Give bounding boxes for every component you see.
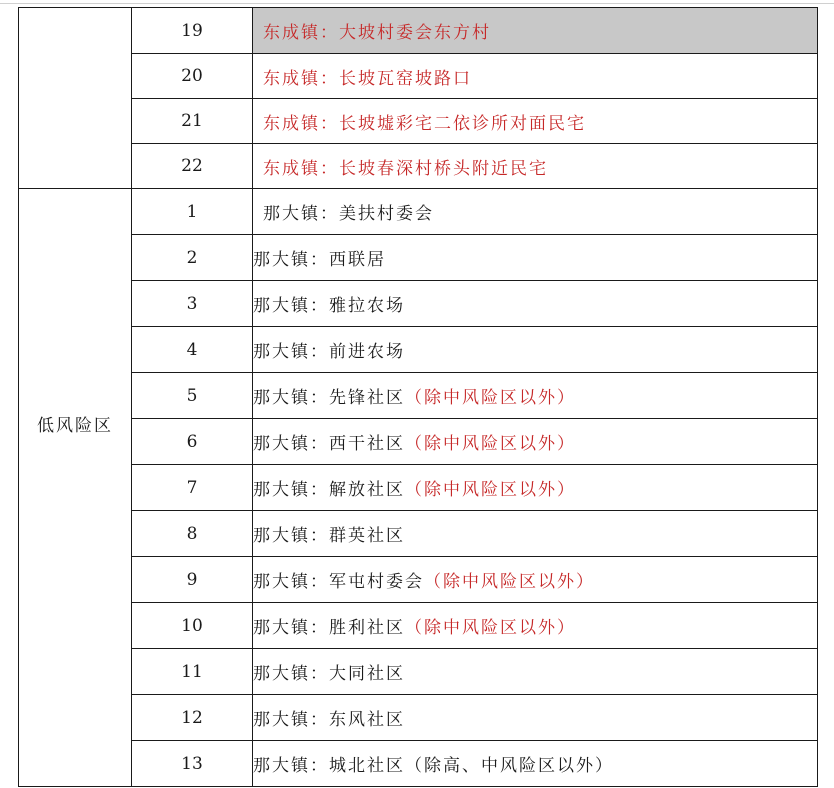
place-name: 雅拉农场 xyxy=(329,296,405,316)
town-name: 那大镇： xyxy=(263,204,339,224)
place-name: 东风社区 xyxy=(329,710,405,730)
location-cell[interactable] xyxy=(253,741,818,787)
town-name: 那大镇： xyxy=(253,250,329,270)
location-cell[interactable] xyxy=(253,8,818,54)
place-name: 西联居 xyxy=(329,250,386,270)
table-row xyxy=(19,373,818,419)
location-cell[interactable] xyxy=(253,511,818,557)
table-row xyxy=(19,144,818,189)
table-row xyxy=(19,99,818,144)
exclusion-note: （除中风险区以外） xyxy=(405,434,576,454)
place-name: 先锋社区 xyxy=(329,388,405,408)
town-name: 东成镇： xyxy=(263,113,339,134)
location-cell[interactable] xyxy=(253,235,818,281)
location-cell[interactable] xyxy=(253,54,818,99)
location-cell[interactable] xyxy=(253,373,818,419)
row-number: 21 xyxy=(132,99,253,144)
location-cell[interactable] xyxy=(253,419,818,465)
place-name: 解放社区 xyxy=(329,480,405,500)
town-name: 那大镇： xyxy=(253,572,329,592)
town-name: 那大镇： xyxy=(253,526,329,546)
row-number: 20 xyxy=(132,54,253,99)
table-row xyxy=(19,741,818,787)
location-cell[interactable] xyxy=(253,695,818,741)
town-name: 东成镇： xyxy=(263,68,339,89)
zone-cell-low-risk: 低风险区 xyxy=(19,189,132,787)
row-number: 9 xyxy=(132,557,253,603)
zone-cell-upper xyxy=(19,8,132,189)
town-name: 那大镇： xyxy=(253,756,329,776)
town-name: 那大镇： xyxy=(253,296,329,316)
location-cell[interactable] xyxy=(253,557,818,603)
place-name: 大同社区 xyxy=(329,664,405,684)
town-name: 那大镇： xyxy=(253,710,329,730)
table-row xyxy=(19,8,818,54)
town-name: 那大镇： xyxy=(253,342,329,362)
place-name: 胜利社区 xyxy=(329,618,405,638)
place-name: 长坡瓦窑坡路口 xyxy=(339,68,472,89)
place-name: 城北社区 xyxy=(329,756,405,776)
town-name: 那大镇： xyxy=(253,480,329,500)
row-number: 10 xyxy=(132,603,253,649)
exclusion-note: （除中风险区以外） xyxy=(405,480,576,500)
town-name: 那大镇： xyxy=(253,388,329,408)
row-number: 11 xyxy=(132,649,253,695)
risk-area-table xyxy=(18,7,818,787)
location-cell[interactable] xyxy=(253,144,818,189)
table-row xyxy=(19,189,818,235)
row-number: 8 xyxy=(132,511,253,557)
exclusion-note: （除高、中风险区以外） xyxy=(405,756,614,776)
row-number: 12 xyxy=(132,695,253,741)
location-cell[interactable] xyxy=(253,99,818,144)
place-name: 长坡春深村桥头附近民宅 xyxy=(339,158,548,179)
location-cell[interactable] xyxy=(253,465,818,511)
exclusion-note: （除中风险区以外） xyxy=(424,572,595,592)
table-row xyxy=(19,54,818,99)
table-row xyxy=(19,281,818,327)
location-cell[interactable] xyxy=(253,281,818,327)
table-row xyxy=(19,649,818,695)
row-number: 19 xyxy=(132,8,253,54)
row-number: 6 xyxy=(132,419,253,465)
table-row xyxy=(19,327,818,373)
place-name: 群英社区 xyxy=(329,526,405,546)
row-number: 22 xyxy=(132,144,253,189)
row-number: 1 xyxy=(132,189,253,235)
location-cell[interactable] xyxy=(253,649,818,695)
town-name: 那大镇： xyxy=(253,434,329,454)
place-name: 长坡墟彩宅二依诊所对面民宅 xyxy=(339,113,586,134)
town-name: 东成镇： xyxy=(263,158,339,179)
row-number: 13 xyxy=(132,741,253,787)
town-name: 东成镇： xyxy=(263,23,339,43)
exclusion-note: （除中风险区以外） xyxy=(405,388,576,408)
location-cell[interactable] xyxy=(253,603,818,649)
place-name: 大坡村委会东方村 xyxy=(339,23,491,43)
page-top-rule xyxy=(0,3,834,4)
exclusion-note: （除中风险区以外） xyxy=(405,618,576,638)
table-row xyxy=(19,235,818,281)
place-name: 美扶村委会 xyxy=(339,204,434,224)
table-row xyxy=(19,695,818,741)
row-number: 3 xyxy=(132,281,253,327)
town-name: 那大镇： xyxy=(253,618,329,638)
table-row xyxy=(19,465,818,511)
table-row xyxy=(19,603,818,649)
town-name: 那大镇： xyxy=(253,664,329,684)
place-name: 军屯村委会 xyxy=(329,572,424,592)
table-row xyxy=(19,511,818,557)
row-number: 2 xyxy=(132,235,253,281)
table-row xyxy=(19,419,818,465)
row-number: 7 xyxy=(132,465,253,511)
place-name: 西干社区 xyxy=(329,434,405,454)
location-cell[interactable] xyxy=(253,189,818,235)
row-number: 4 xyxy=(132,327,253,373)
location-cell[interactable] xyxy=(253,327,818,373)
row-number: 5 xyxy=(132,373,253,419)
place-name: 前进农场 xyxy=(329,342,405,362)
table-row xyxy=(19,557,818,603)
